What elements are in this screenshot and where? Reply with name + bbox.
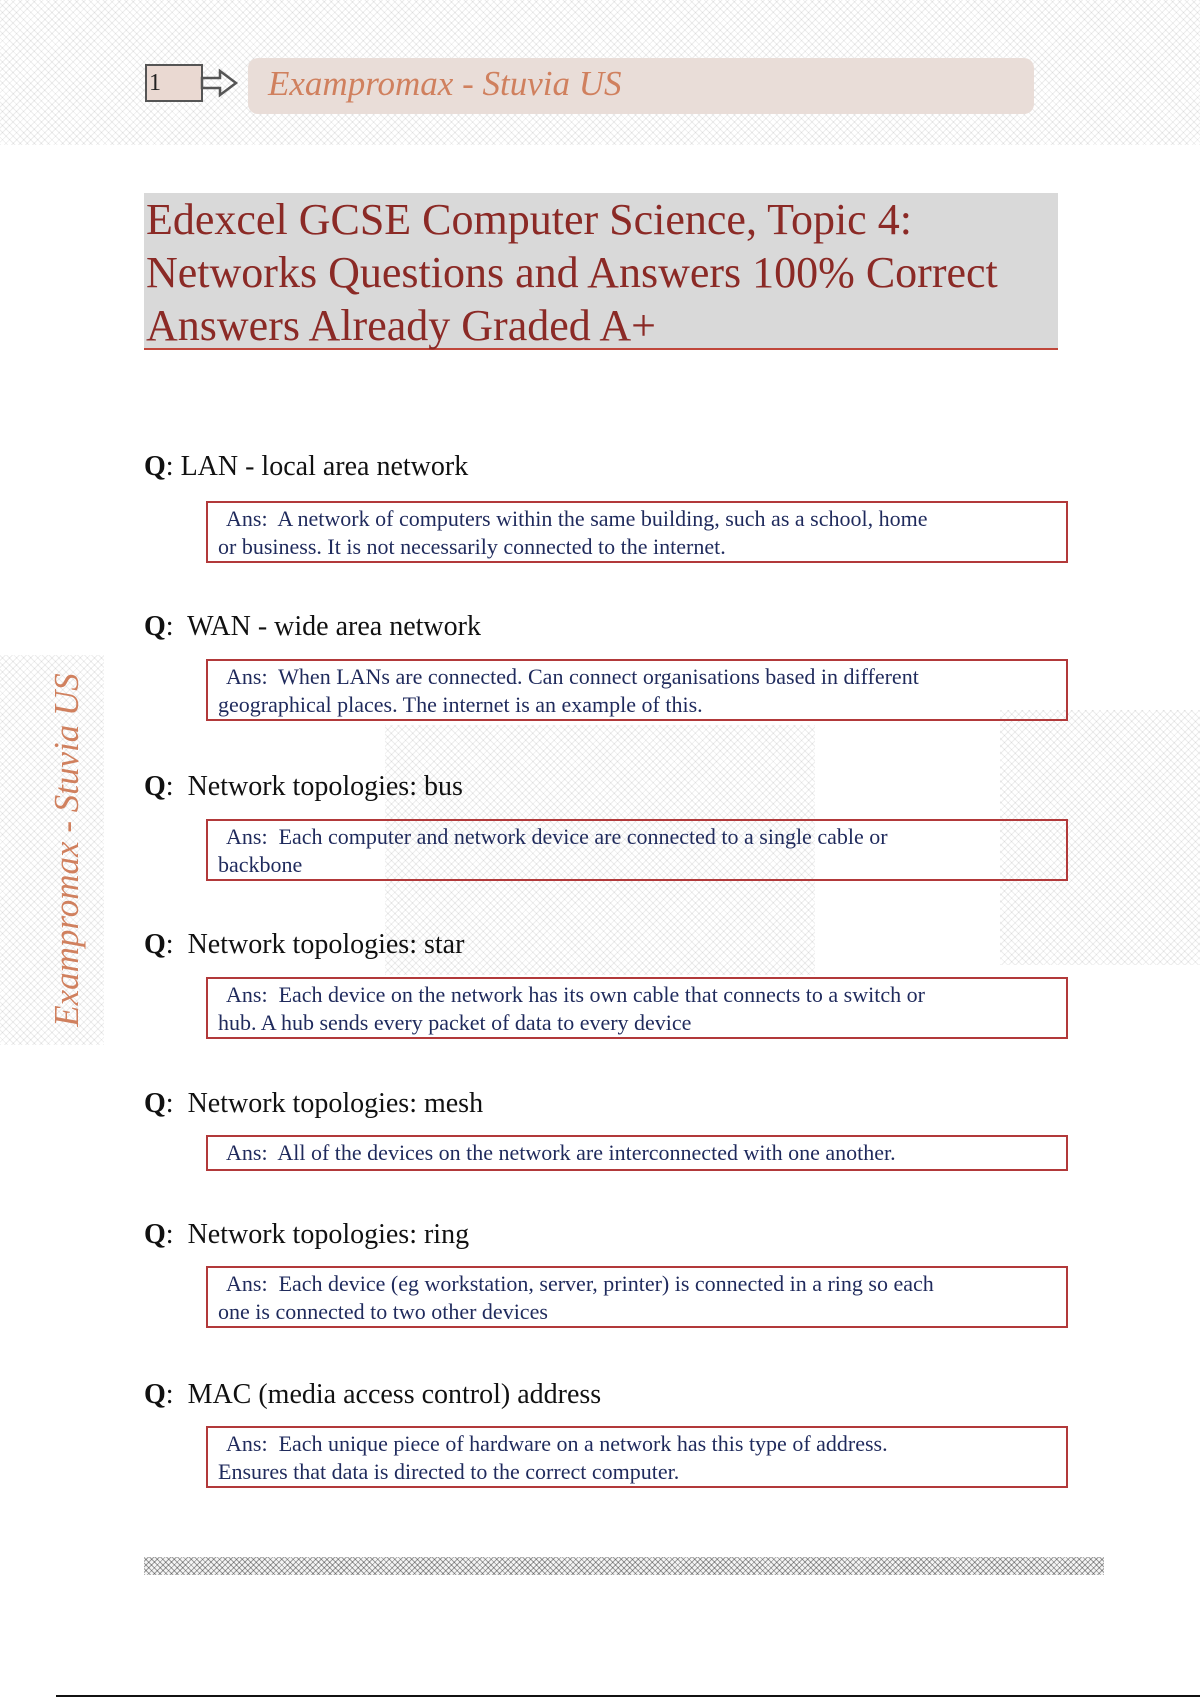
answer-line: hub. A hub sends every packet of data to every device — [218, 1010, 692, 1035]
question-label: Q — [144, 1088, 166, 1119]
question: Q: Network topologies: bus — [144, 771, 463, 802]
question-label: Q — [144, 929, 166, 960]
question-label: Q — [144, 771, 166, 802]
answer-label: Ans: — [226, 506, 268, 531]
answer-box — [206, 1426, 1068, 1488]
answer-line: Ans: A network of computers within the same building, such as a school, home — [218, 505, 1056, 533]
footer-pattern-divider — [144, 1557, 1104, 1575]
answer-label: Ans: — [226, 1431, 268, 1456]
answer-line: geographical places. The internet is an example of this. — [218, 692, 703, 717]
answer-line: Ensures that data is directed to the correct computer. — [218, 1459, 680, 1484]
answer-line: Ans: Each unique piece of hardware on a network has this type of address. — [218, 1430, 1056, 1458]
question-text: Network topologies: mesh — [187, 1088, 484, 1119]
question-text: Network topologies: bus — [187, 771, 463, 802]
question: Q: WAN - wide area network — [144, 611, 481, 642]
question-label: Q — [144, 1219, 166, 1250]
question-label: Q — [144, 451, 166, 482]
answer-label: Ans: — [226, 982, 268, 1007]
document-title-line-2: Networks Questions and Answers 100% Correct — [146, 248, 998, 297]
question-text: LAN - local area network — [180, 451, 469, 482]
question: Q: MAC (media access control) address — [144, 1379, 602, 1410]
answer-box — [206, 1266, 1068, 1328]
document-title-line-3: Answers Already Graded A+ — [146, 301, 656, 350]
answer-line: Ans: All of the devices on the network are interconnected with one another. — [218, 1139, 1056, 1167]
answer-box — [206, 1135, 1068, 1171]
answer-box — [206, 501, 1068, 563]
answer-line: Ans: When LANs are connected. Can connect organisations based in different — [218, 663, 1056, 691]
document-title-line-1: Edexcel GCSE Computer Science, Topic 4: — [146, 195, 912, 244]
answer-line: Ans: Each device on the network has its own cable that connects to a switch or — [218, 981, 1056, 1009]
answer-box — [206, 819, 1068, 881]
document-title — [144, 193, 1058, 350]
answer-line: Ans: Each computer and network device are connected to a single cable or — [218, 823, 1056, 851]
answer-label: Ans: — [226, 824, 268, 849]
question: Q: Network topologies: ring — [144, 1219, 470, 1250]
answer-line: backbone — [218, 852, 303, 877]
question: Q: Network topologies: mesh — [144, 1088, 484, 1119]
question-label: Q — [144, 611, 166, 642]
question-label: Q — [144, 1379, 166, 1410]
question-text: Network topologies: star — [187, 929, 465, 960]
page-number: 1 — [149, 70, 161, 96]
question: Q: LAN - local area network — [144, 451, 469, 482]
header-title: Exampromax - Stuvia US — [268, 64, 622, 103]
question: Q: Network topologies: star — [144, 929, 465, 960]
question-text: Network topologies: ring — [187, 1219, 470, 1250]
page-number-box — [145, 64, 203, 102]
answer-line: one is connected to two other devices — [218, 1299, 548, 1324]
answer-box — [206, 977, 1068, 1039]
answer-label: Ans: — [226, 1271, 268, 1296]
answer-label: Ans: — [226, 1140, 268, 1165]
answer-line: Ans: Each device (eg workstation, server, printer) is connected in a ring so each — [218, 1270, 1056, 1298]
arrow-right-icon — [200, 68, 240, 98]
question-text: MAC (media access control) address — [187, 1379, 602, 1410]
answer-box — [206, 659, 1068, 721]
answer-line: or business. It is not necessarily connected to the internet. — [218, 534, 726, 559]
footer-rule — [56, 1695, 1200, 1697]
answer-label: Ans: — [226, 664, 268, 689]
side-watermark-text: Exampromax - Stuvia US — [47, 673, 86, 1027]
question-text: WAN - wide area network — [187, 611, 481, 642]
